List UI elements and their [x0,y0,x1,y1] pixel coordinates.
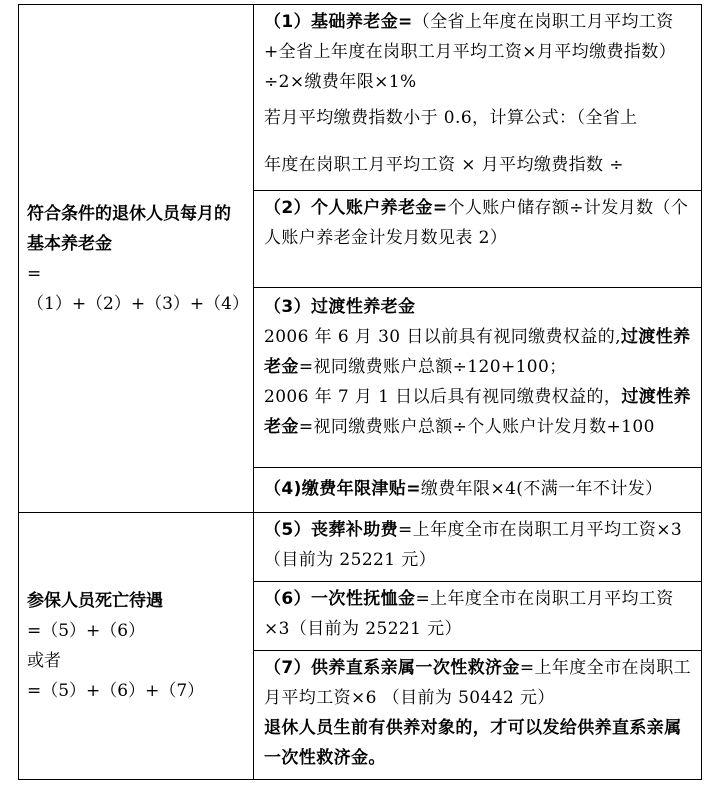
basic-pension-note-line1: 若月平均缴费指数小于 0.6，计算公式：（全省上 [264,108,638,128]
relief-text: =上年度全市在岗职工月平均工资×6 （目前为 50442 元） [264,658,692,708]
personal-account-text: 个人账户储存额÷计发月数（个人账户养老金计发月数见表 2） [264,198,689,248]
transitional-pension-title: （3）过渡性养老金 [264,297,416,317]
transitional-line1-bold: 过渡性养老金 [264,327,691,377]
death-title: 参保人员死亡待遇 [27,591,163,611]
one-time-pension-cell [254,582,702,651]
allowance-text: 缴费年限×4(不满一年不计发） [420,479,663,499]
one-time-pension-title: （6）一次性抚恤金 [264,589,416,609]
allowance-cell [254,468,702,513]
transitional-pension-cell [254,288,702,468]
personal-account-title: （2）个人账户养老金= [264,198,448,218]
relief-note: 退休人员生前有供养对象的，才可以发给供养直系亲属一次性救济金。 [264,718,682,768]
transitional-line1-rest: =视同缴费账户总额÷120+100； [298,357,567,377]
basic-pension-title: （1）基础养老金= [264,12,413,32]
one-time-pension-text: =上年度全市在岗职工月平均工资×3（目前为 25221 元） [264,589,674,639]
death-or: 或者 [27,651,61,671]
benefit-table [18,4,702,780]
basic-pension-note-line2: 年度在岗职工月平均工资 × 月平均缴费指数 ÷ [264,155,624,175]
transitional-line2: 2006 年 7 月 1 日以后具有视同缴费权益的， [264,387,622,407]
pension-label-cell [19,5,254,513]
relief-cell [254,651,702,780]
personal-account-cell [254,191,702,288]
basic-pension-cell [254,5,702,191]
relief-title: （7）供养直系亲属一次性救济金 [264,658,520,678]
transitional-line1: 2006 年 6 月 30 日以前具有视同缴费权益的, [264,327,621,347]
funeral-title: （5）丧葬补助费 [264,520,399,540]
death-label-cell [19,513,254,780]
transitional-line2-bold: 过渡性养老金 [264,387,691,437]
death-formula2: =（5）+（6）+（7） [27,681,205,701]
pension-title: 符合条件的退休人员每月的基本养老金 [27,203,231,254]
pension-formula: =（1）+（2）+（3）+（4） [27,263,249,314]
funeral-cell [254,513,702,582]
transitional-line2-rest: =视同缴费账户总额÷个人账户计发月数+100 [298,417,655,437]
funeral-text: =上年度全市在岗职工月平均工资×3 （目前为 25221 元） [264,520,683,570]
basic-pension-formula: （全省上年度在岗职工月平均工资+全省上年度在岗职工月平均工资×月平均缴费指数）÷2×缴费年限×1% [264,12,677,92]
death-formula1: =（5）+（6） [27,621,146,641]
allowance-title: （4)缴费年限津贴= [264,479,421,499]
